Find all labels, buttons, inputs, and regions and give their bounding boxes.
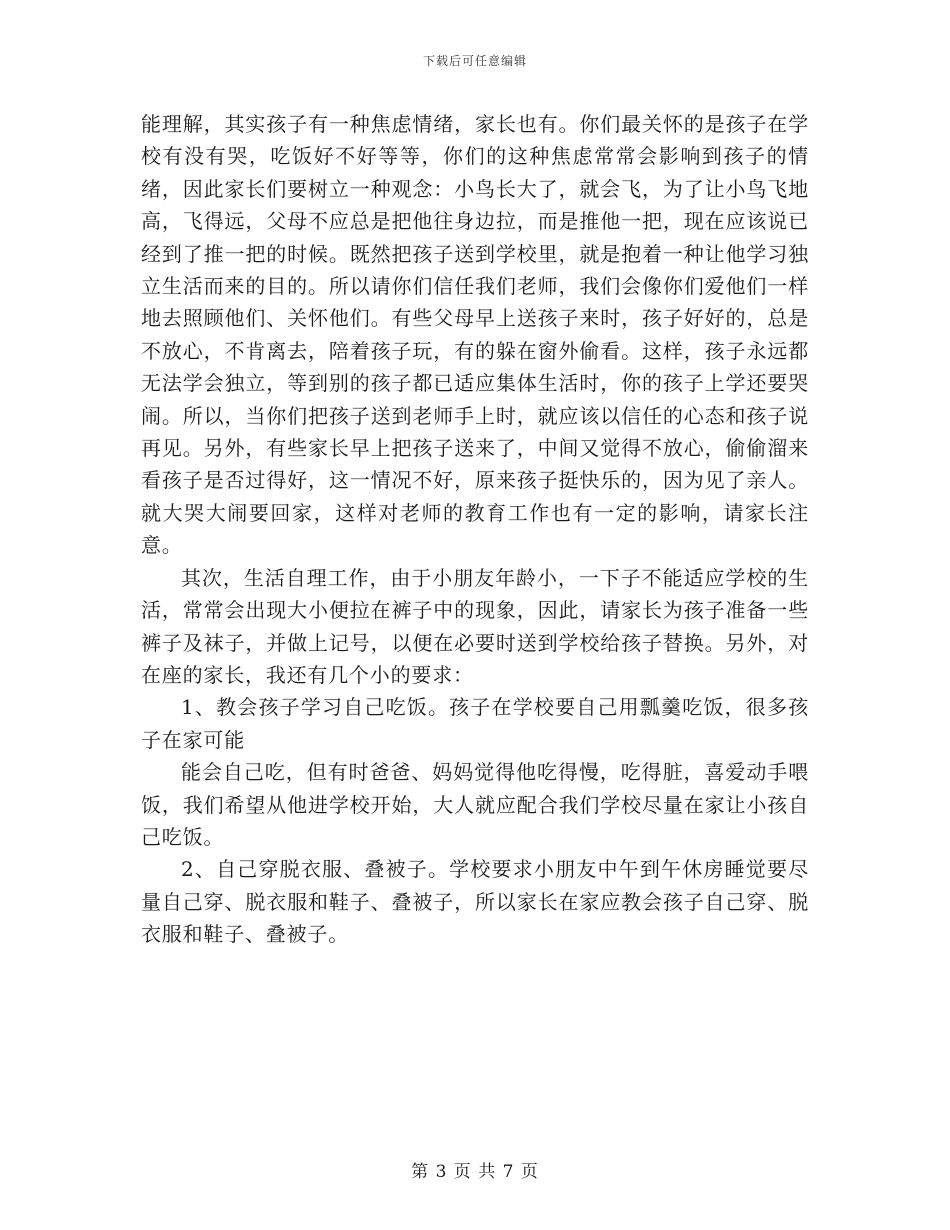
paragraph-3: 1、教会孩子学习自己吃饭。孩子在学校要自己用瓢羹吃饭，很多孩子在家可能 bbox=[141, 695, 809, 752]
paragraph-1: 能理解，其实孩子有一种焦虑情绪，家长也有。你们最关怀的是孩子在学校有没有哭，吃饭好不好等等，你们的这种焦虑常常会影响到孩子的情绪，因此家长们要树立一种观念：小鸟长大了，就会飞，为了让小鸟飞地高，飞得远，父母不应总是把他往身边拉，而是推他一把，现在应该说已经到了推一把的时候。既然把孩子送到学校里，就是抱着一种让他学习独立生活而来的目的。所以请你们信任我们老师，我们会像你们爱他们一样地去照顾他们、关怀他们。有些父母早上送孩子来时，孩子好好的，总是不放心，不肯离去，陪着孩子玩，有的躲在窗外偷看。这样，孩子永远都无法学会独立，等到别的孩子都已适应集体生活时，你的孩子上学还要哭闹。所以，当你们把孩子送到老师手上时，就应该以信任的心态和孩子说再见。另外，有些家长早上把孩子送来了，中间又觉得不放心，偷偷溜来看孩子是否过得好，这一情况不好，原来孩子挺快乐的，因为见了亲人。就大哭大闹要回家，这样对老师的教育工作也有一定的影响，请家长注意。 bbox=[141, 112, 809, 558]
document-body bbox=[141, 108, 809, 951]
paragraph-4: 能会自己吃，但有时爸爸、妈妈觉得他吃得慢，吃得脏，喜爱动手喂饭，我们希望从他进学校开始，大人就应配合我们学校尽量在家让小孩自己吃饭。 bbox=[141, 760, 809, 849]
page-header-note: 下载后可任意编辑 bbox=[422, 54, 527, 68]
page-number: 第 3 页 共 7 页 bbox=[411, 1162, 539, 1182]
paragraph-5: 2、自己穿脱衣服、叠被子。学校要求小朋友中午到午休房睡觉要尽量自己穿、脱衣服和鞋子、叠被子，所以家长在家应教会孩子自己穿、脱衣服和鞋子、叠被子。 bbox=[141, 857, 809, 947]
paragraph-2: 其次，生活自理工作，由于小朋友年龄小，一下子不能适应学校的生活，常常会出现大小便拉在裤子中的现象，因此，请家长为孩子准备一些裤子及袜子，并做上记号，以便在必要时送到学校给孩子替换。另外，对在座的家长，我还有几个小的要求： bbox=[141, 565, 809, 687]
